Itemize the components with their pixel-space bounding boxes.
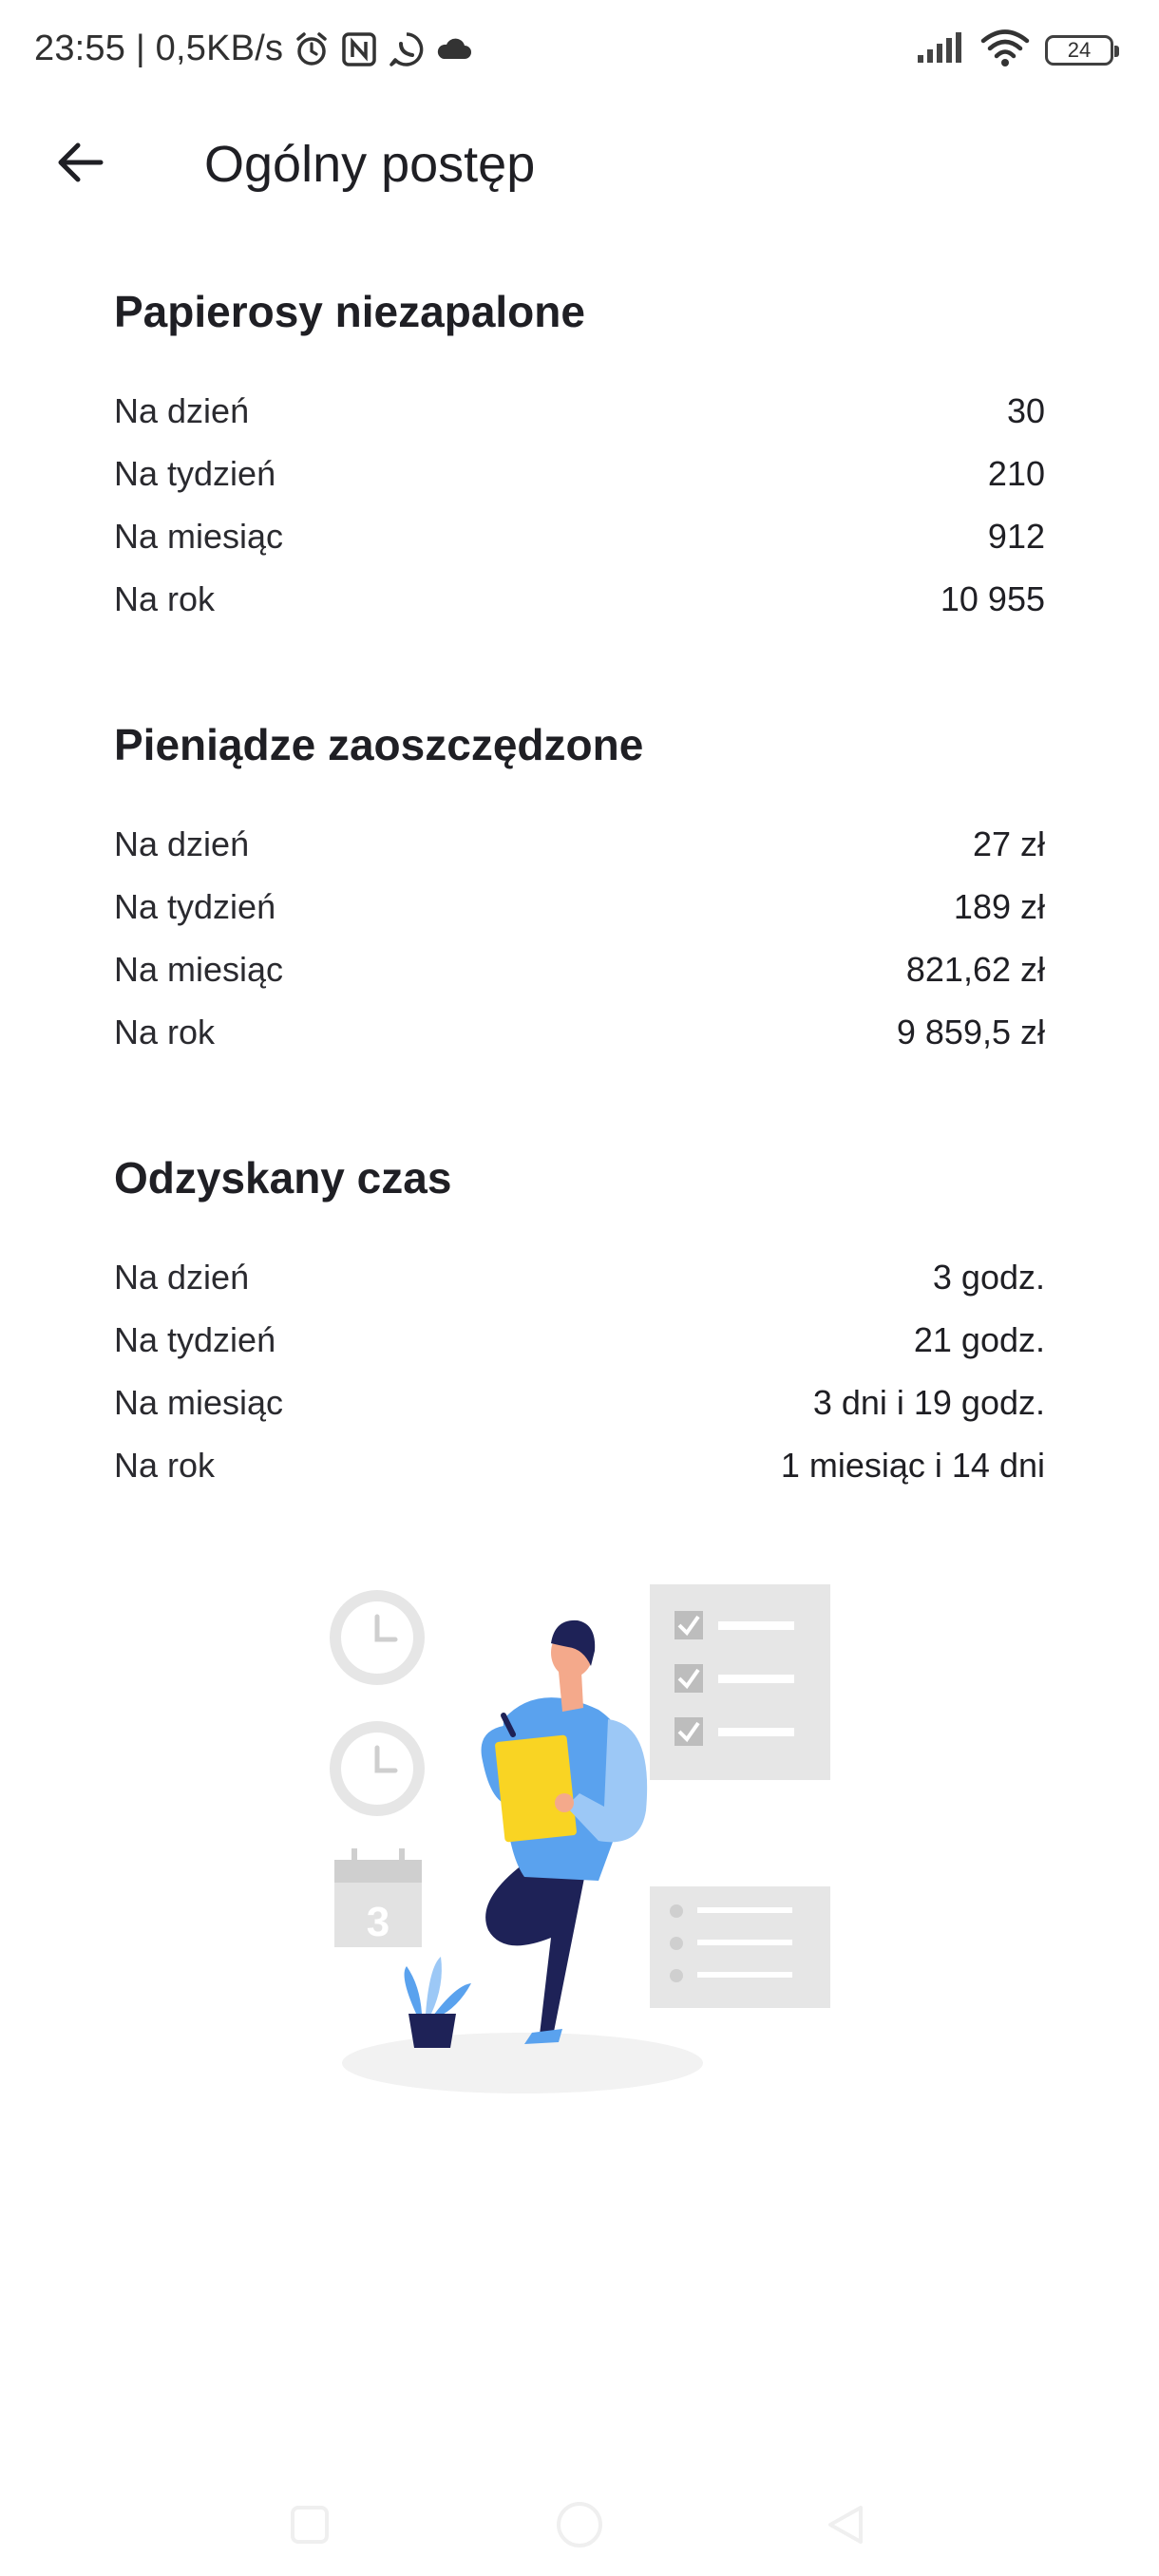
stat-value: 821,62 zł [905,950,1045,989]
stat-label: Na tydzień [114,454,276,493]
stat-value: 210 [987,454,1045,493]
home-icon[interactable] [553,2498,606,2551]
battery-level: 24 [1067,37,1092,62]
section-title: Odzyskany czas [114,1153,452,1203]
stat-row [114,1309,1045,1372]
stat-row [114,443,1045,505]
plant-icon [405,1957,471,2048]
stat-row [114,1001,1045,1064]
stat-label: Na rok [114,1446,216,1485]
section-money-saved [114,718,1045,1064]
stat-row [114,938,1045,1001]
checklist-panel [650,1584,830,1780]
stat-row [114,1372,1045,1434]
calendar-day: 3 [366,1899,390,1945]
nfc-icon [340,30,378,68]
stat-row [114,568,1045,631]
status-right [916,28,1113,71]
recents-icon[interactable] [283,2498,336,2551]
clock-icon [330,1590,425,1685]
progress-content [114,285,1045,1584]
alarm-icon [293,30,331,68]
back-triangle-icon[interactable] [819,2498,872,2551]
stat-value: 189 zł [953,887,1045,926]
stat-label: Na miesiąc [114,1383,284,1422]
stat-value: 3 dni i 19 godz. [812,1383,1045,1422]
section-cigarettes-not-smoked [114,285,1045,631]
stat-label: Na miesiąc [114,950,284,989]
stat-row [114,380,1045,443]
stat-value: 3 godz. [932,1258,1045,1297]
arrow-left-icon [53,136,106,194]
stat-label: Na dzień [114,391,250,430]
person-with-checklist-illustration [314,1558,846,2109]
person-figure [482,1620,648,2044]
stat-row [114,1246,1045,1309]
stat-label: Na miesiąc [114,517,284,556]
stat-label: Na dzień [114,1258,250,1297]
signal-icon [916,30,965,69]
wifi-icon [980,28,1030,71]
list-panel [650,1886,830,2008]
stat-row [114,876,1045,938]
whatsapp-icon [388,30,426,68]
stat-value: 1 miesiąc i 14 dni [780,1446,1045,1485]
stat-value: 10 955 [940,579,1045,618]
status-bar [0,0,1159,104]
stat-label: Na rok [114,1013,216,1051]
clock-icon [330,1721,425,1816]
stat-value: 912 [987,517,1045,556]
stat-row [114,813,1045,876]
section-title: Pieniądze zaoszczędzone [114,720,644,769]
cloud-icon [435,30,473,68]
stat-label: Na tydzień [114,887,276,926]
stat-row [114,1434,1045,1497]
stat-label: Na dzień [114,824,250,863]
section-title: Papierosy niezapalone [114,287,585,336]
status-left [34,28,473,69]
stat-label: Na rok [114,579,216,618]
battery-icon [1045,35,1113,66]
stat-row [114,505,1045,568]
app-bar [0,114,1159,209]
page-title: Ogólny postęp [204,136,536,193]
calendar-icon [334,1848,422,1947]
stat-value: 30 [1006,391,1045,430]
stat-label: Na tydzień [114,1320,276,1359]
status-time: 23:55 | 0,5KB/s [34,28,284,68]
section-time-regained [114,1151,1045,1497]
ground-shadow [342,2033,703,2093]
stat-value: 21 godz. [913,1320,1045,1359]
system-nav-bar [0,2472,1159,2576]
stat-value: 9 859,5 zł [896,1013,1045,1051]
back-button[interactable] [42,131,118,198]
stat-value: 27 zł [972,824,1045,863]
